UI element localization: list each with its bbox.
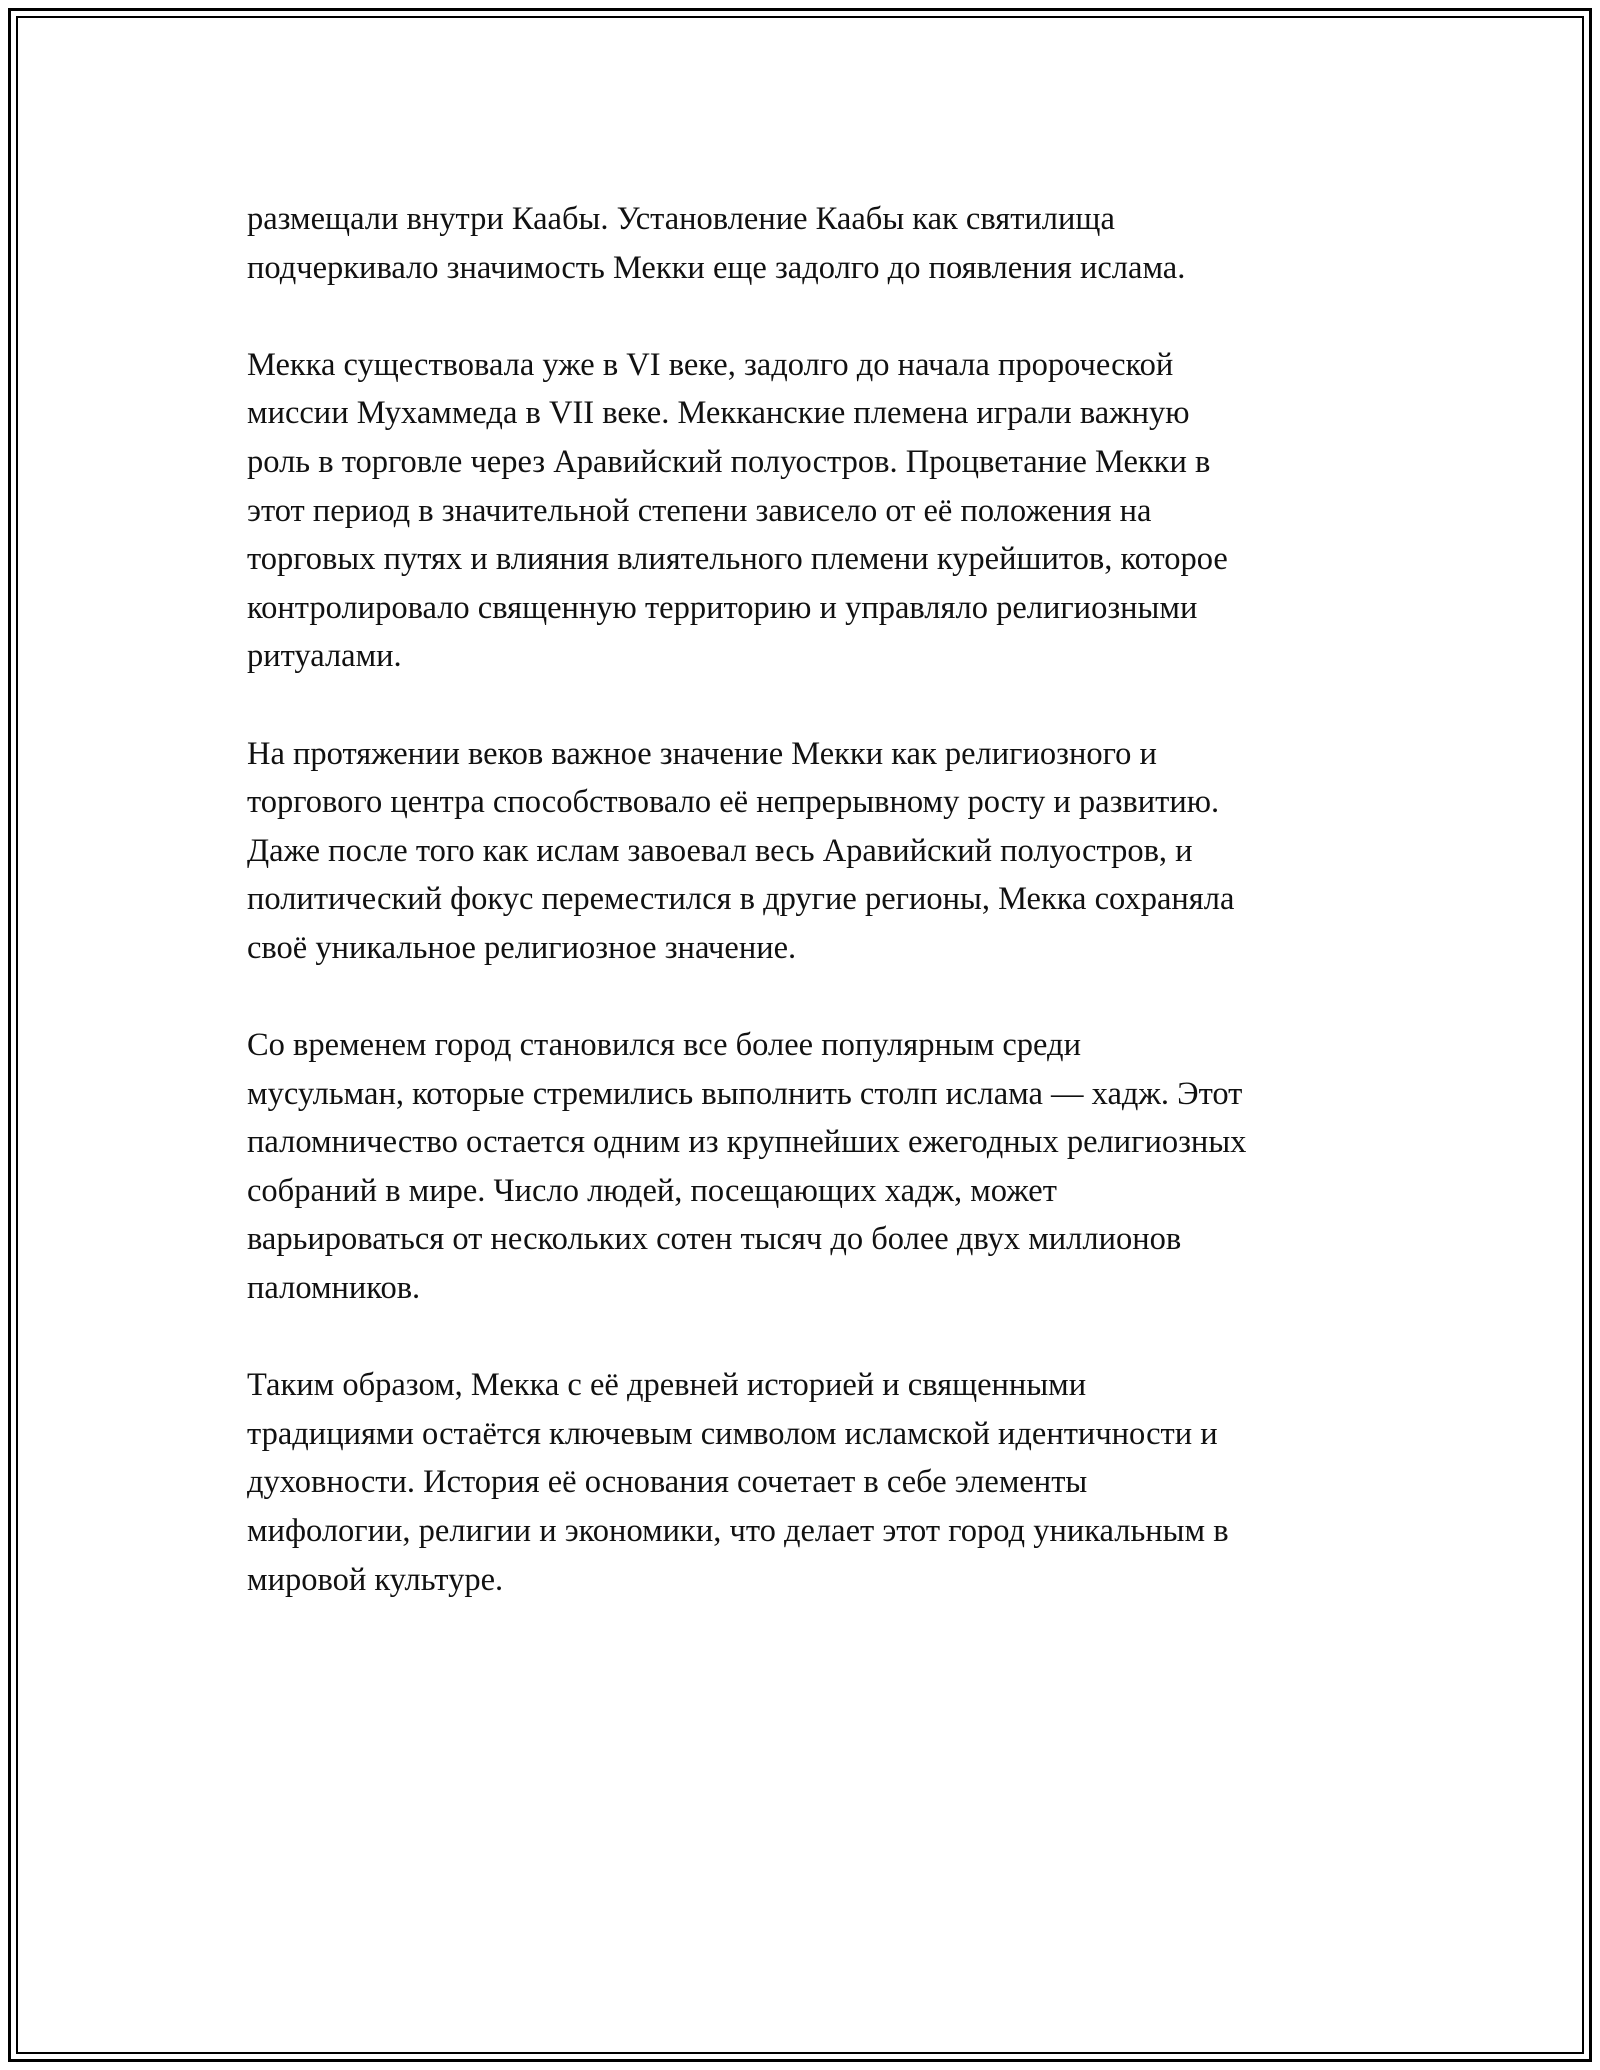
text-line: размещали внутри Каабы. Установление Каабы как святилища: [247, 201, 1115, 237]
text-line: торговых путях и влияния влиятельного племени курейшитов, которое: [247, 541, 1228, 578]
text-line: Даже после того как ислам завоевал весь Аравийский полуостров, и: [247, 832, 1193, 869]
text-line: На протяжении веков важное значение Мекки как религиозного и: [247, 735, 1157, 772]
text-line: торгового центра способствовало её непрерывному росту и развитию.: [247, 784, 1220, 821]
text-line: паломничество остается одним из крупнейших ежегодных религиозных: [247, 1124, 1247, 1161]
text-line: Мекка существовала уже в VI веке, задолго до начала пророческой: [247, 346, 1174, 383]
text-line: мифологии, религии и экономики, что делает этот город уникальным в: [247, 1513, 1229, 1550]
text-line: варьироваться от нескольких сотен тысяч до более двух миллионов: [247, 1221, 1182, 1258]
paragraph-4: [247, 1021, 1417, 1313]
text-line: своё уникальное религиозное значение.: [247, 929, 797, 966]
paragraph-1: [247, 195, 1417, 292]
text-line: мусульман, которые стремились выполнить столп ислама — хадж. Этот: [247, 1075, 1243, 1112]
paragraph-2: [247, 341, 1417, 681]
paragraph-3: [247, 730, 1417, 973]
text-line: роль в торговле через Аравийский полуостров. Процветание Мекки в: [247, 443, 1211, 480]
text-line: контролировало священную территорию и управляло религиозными: [247, 589, 1198, 626]
text-line: ритуалами.: [247, 638, 402, 675]
text-line: миссии Мухаммеда в VII веке. Мекканские племена играли важную: [247, 395, 1190, 432]
text-line: духовности. История её основания сочетает в себе элементы: [247, 1464, 1088, 1501]
text-line: политический фокус переместился в другие регионы, Мекка сохраняла: [247, 881, 1235, 918]
text-line: Таким образом, Мекка с её древней историей и священными: [247, 1367, 1087, 1404]
page-frame: [8, 8, 1592, 2062]
text-line: этот период в значительной степени зависело от её положения на: [247, 492, 1152, 529]
text-line: традициями остаётся ключевым символом исламской идентичности и: [247, 1415, 1218, 1452]
paragraph-5: [247, 1361, 1417, 1604]
document-body: [247, 195, 1417, 1653]
text-line: Со временем город становился все более популярным среди: [247, 1027, 1081, 1064]
text-line: подчеркивало значимость Мекки еще задолго до появления ислама.: [247, 249, 1186, 286]
text-line: мировой культуре.: [247, 1561, 504, 1598]
text-line: собраний в мире. Число людей, посещающих хадж, может: [247, 1172, 1057, 1209]
text-line: паломников.: [247, 1270, 421, 1307]
